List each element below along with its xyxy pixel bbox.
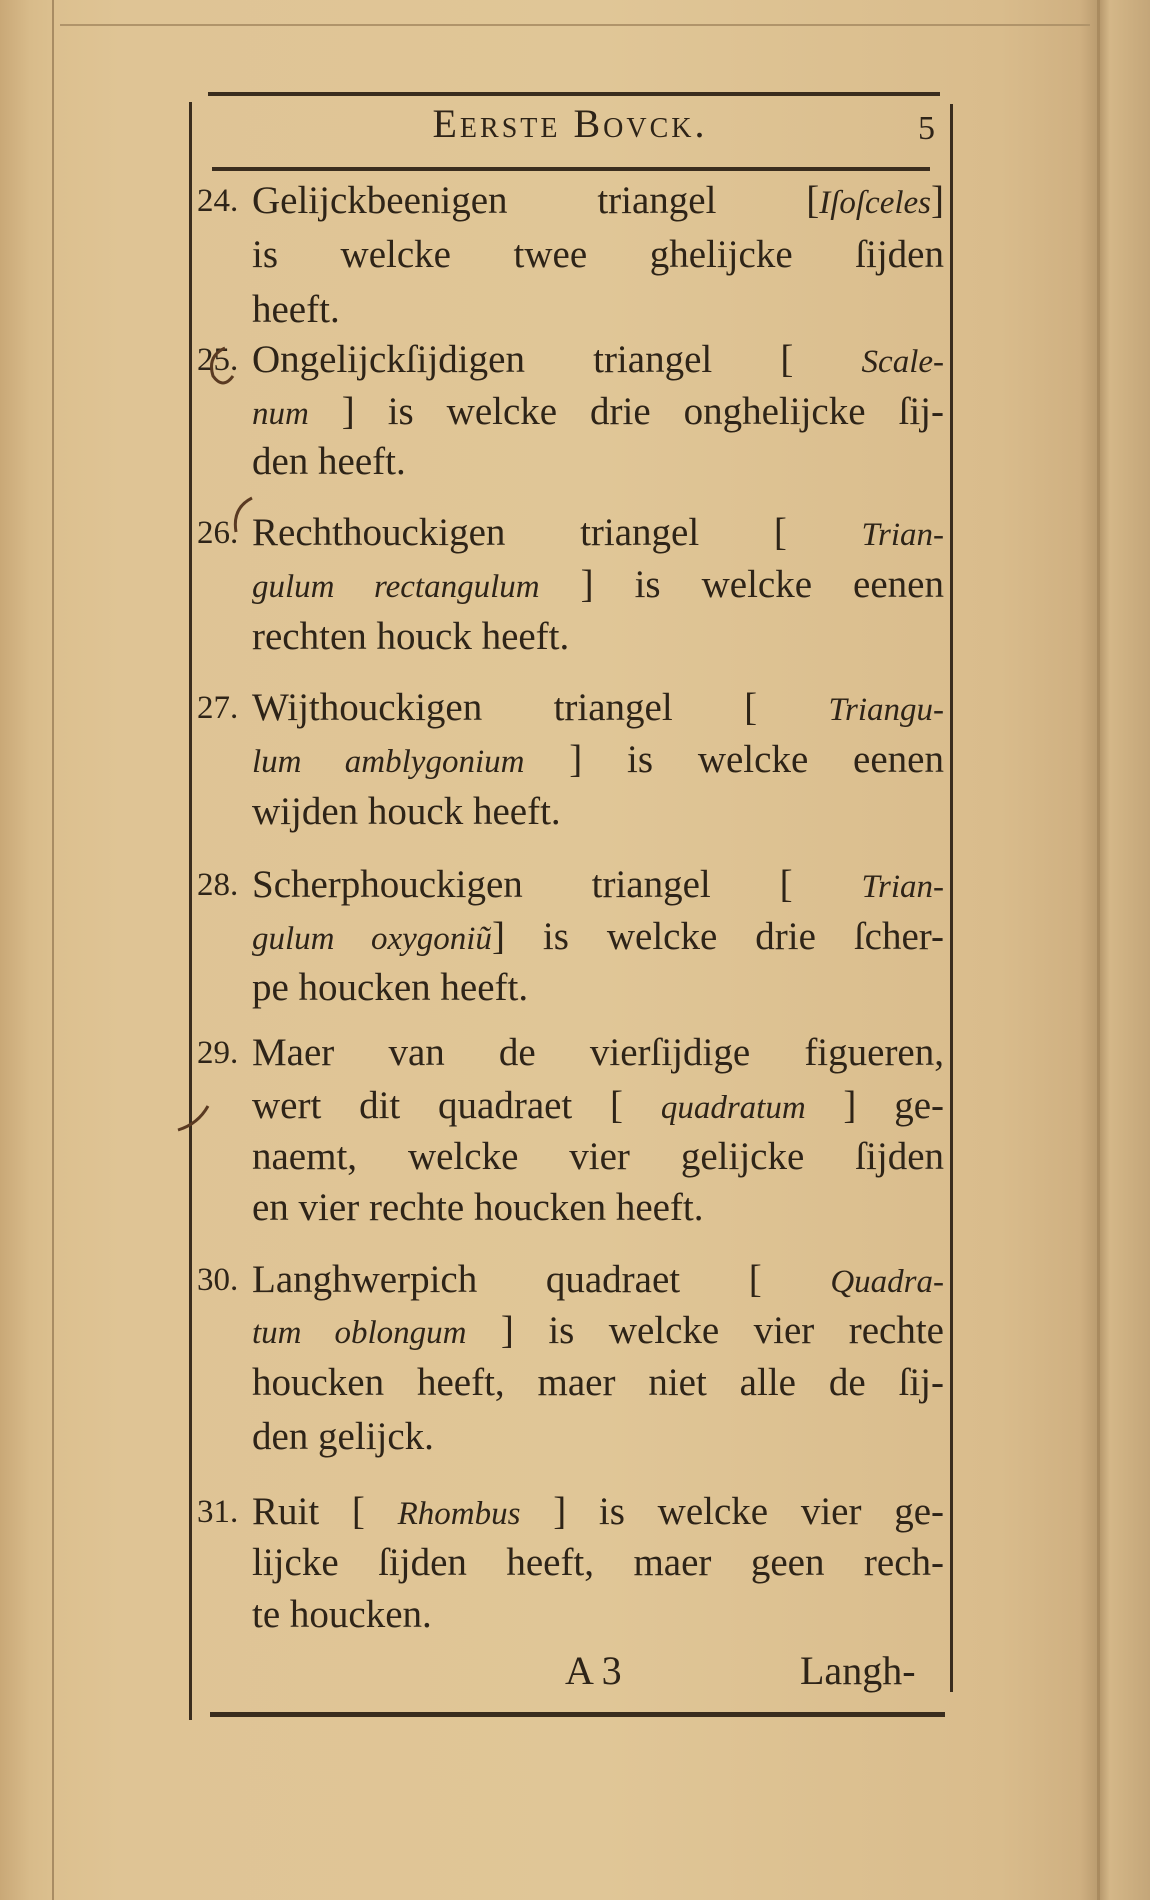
text-segment: te houcken. — [252, 1593, 432, 1636]
latin-term: Trian- — [861, 869, 944, 905]
text-segment: ] is welcke eenen — [539, 563, 944, 606]
text-segment: Rechthouckigen triangel [ — [252, 511, 862, 554]
signature-mark: A 3 — [565, 1648, 622, 1693]
latin-term: Iſoſceles — [819, 185, 931, 221]
text-segment: heeft. — [252, 288, 340, 331]
text-segment: pe houcken heeft. — [252, 966, 529, 1009]
latin-term: lum amblygonium — [252, 744, 525, 780]
text-segment: den gelijck. — [252, 1415, 434, 1458]
text-segment: rechten houck heeft. — [252, 615, 570, 658]
text-segment: ] is welcke vier rechte — [466, 1309, 944, 1352]
text-segment: Ruit [ — [252, 1490, 398, 1533]
text-segment: Scherphouckigen triangel [ — [252, 863, 862, 906]
page-number: 5 — [918, 110, 935, 147]
text-segment: is welcke twee ghelijcke ſijden — [252, 233, 944, 276]
latin-term: gulum oxygoniũ — [252, 921, 492, 957]
latin-term: Rhombus — [397, 1496, 521, 1532]
entry-number: 24. — [197, 183, 239, 219]
text-segment: Ongelijckſijdigen triangel [ — [252, 338, 862, 381]
text-segment: Maer van de vierſijdige figueren, — [252, 1031, 944, 1074]
text-segment: Gelijckbeenigen triangel [ — [252, 179, 820, 222]
latin-term: Trian- — [861, 517, 944, 553]
text-segment: Langhwerpich quadraet [ — [252, 1258, 831, 1301]
entry-number: 26. — [197, 515, 239, 551]
entry-number: 28. — [197, 867, 239, 903]
text-segment: ] is welcke drie ſcher- — [491, 915, 944, 958]
entry-number: 30. — [197, 1262, 239, 1298]
text-segment: ] is welcke vier ge- — [520, 1490, 944, 1533]
text-segment: ] — [931, 179, 944, 222]
latin-term: num — [252, 396, 309, 432]
latin-term: Quadra- — [830, 1264, 944, 1300]
entry-number: 29. — [197, 1035, 239, 1071]
text-segment: den heeft. — [252, 440, 406, 483]
text-segment: lijcke ſijden heeft, maer geen rech- — [252, 1541, 944, 1584]
text-segment: houcken heeft, maer niet alle de ſij- — [252, 1361, 944, 1404]
catchword: Langh- — [800, 1648, 916, 1693]
text-segment: naemt, welcke vier gelijcke ſijden — [252, 1135, 944, 1178]
handwritten-correction-mark — [235, 498, 252, 532]
text-segment: wert dit quadraet [ — [252, 1084, 661, 1127]
entry-number: 31. — [197, 1494, 239, 1530]
text-segment: Wijthouckigen triangel [ — [252, 686, 829, 729]
latin-term: tum oblongum — [252, 1315, 467, 1351]
entry-number: 27. — [197, 690, 239, 726]
text-segment: wijden houck heeft. — [252, 790, 561, 833]
latin-term: Triangu- — [828, 692, 944, 728]
text-segment: ] ge- — [805, 1084, 944, 1127]
handwritten-correction-mark — [212, 348, 234, 383]
latin-term: quadratum — [660, 1090, 806, 1126]
text-segment: ] is welcke eenen — [524, 738, 944, 781]
handwritten-correction-mark — [178, 1106, 208, 1130]
text-segment: en vier rechte houcken heeft. — [252, 1186, 704, 1229]
running-head: Eerste Bovck. — [432, 101, 708, 146]
latin-term: gulum rectangulum — [252, 569, 540, 605]
latin-term: Scale- — [861, 344, 944, 380]
entry-number: 25. — [197, 342, 239, 378]
text-segment: ] is welcke drie onghelijcke ſij- — [308, 390, 944, 433]
